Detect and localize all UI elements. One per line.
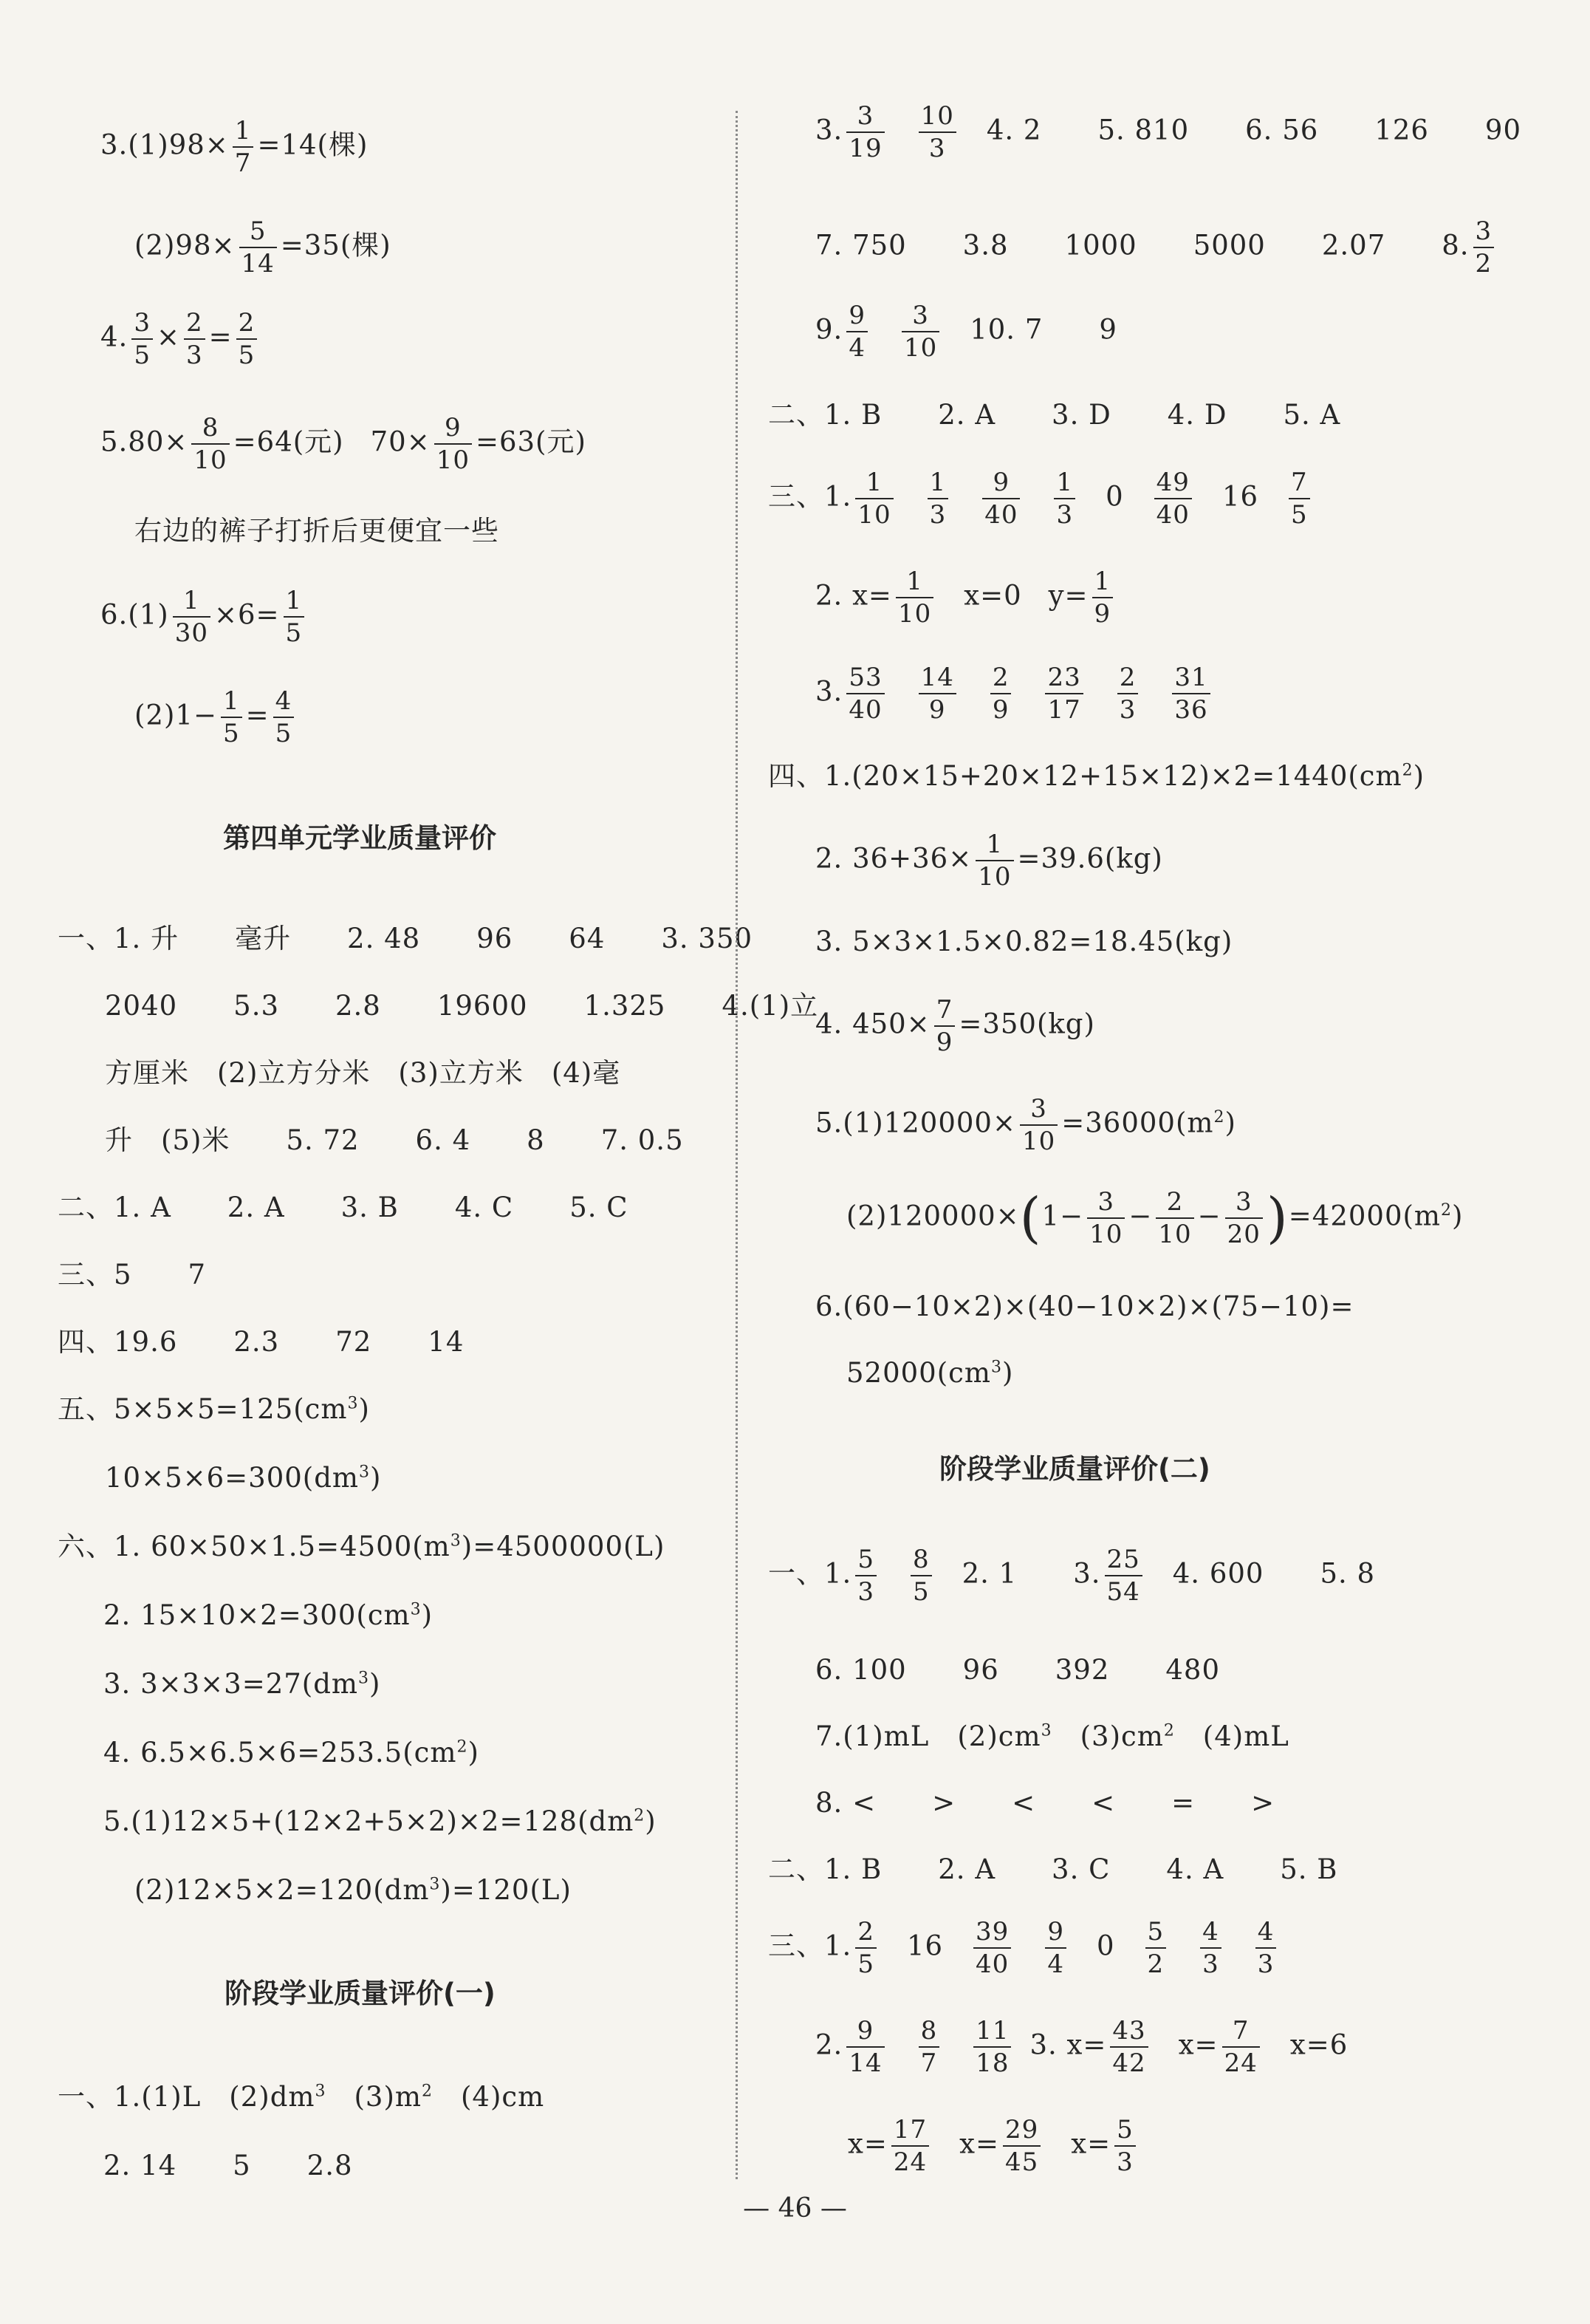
right-si-6: 6.(60−10×2)×(40−10×2)×(75−10)= [815, 1291, 1354, 1322]
fraction: $\frac{3}{5}$ [131, 310, 153, 368]
unit4-line: 升 (5)米 5. 72 6. 4 8 7. 0.5 [105, 1124, 684, 1156]
section-title-stage2: 阶段学业质量评价(二) [939, 1453, 1210, 1485]
right-choice-answers: 二、1. B 2. A 3. D 4. D 5. A [768, 399, 1341, 431]
unit4-line: 4. $6.5\times 6.5\times 6=253.5(cm^2)$ [103, 1737, 479, 1768]
right-stage2-san-2: 2. $\frac{9}{14}$ $\frac{8}{7}$ $\frac{11}{18}$ 3. x= $\frac{43}{42}$ x= $\frac{7}{24}$ x=6 [815, 2016, 1349, 2078]
text: (2)98× [134, 229, 236, 262]
right-stage2-choice: 二、1. B 2. A 3. C 4. A 5. B [768, 1853, 1338, 1885]
right-san-1: 三、1. $\frac{1}{10}$ $\frac{1}{3}$ $\frac{9}{40}$ $\frac{1}{3}$ 0 $\frac{49}{40}$ 16 $\frac{7}{5}$ [768, 470, 1314, 527]
right-san-3: 3. $\frac{53}{40}$ $\frac{14}{9}$ $\frac{2}{9}$ $\frac{23}{17}$ $\frac{2}{3}$ $\frac{31}{36}$ [815, 665, 1214, 722]
right-stage2-1: 一、1. $\frac{5}{3}$ $\frac{8}{5}$ 2. 1 3. $\frac{25}{54}$ 4. 600 5. 8 [768, 1545, 1376, 1607]
unit4-line: 四、19.6 2.3 72 14 [58, 1326, 465, 1358]
right-line-9: 9. $\frac{9}{4}$ $\frac{3}{10}$ 10. 7 9 [815, 301, 1117, 363]
text: 4. [100, 321, 128, 353]
fraction: $\frac{1}{5}$ [221, 688, 242, 746]
text: 70× [370, 426, 431, 458]
text: 5.80× [100, 426, 188, 458]
column-divider [736, 111, 738, 2179]
unit4-line: 3. $3\times 3\times 3=27(dm^3)$ [103, 1668, 381, 1700]
page-number: — 46 — [743, 2193, 847, 2224]
answer-3-2 [134, 216, 391, 278]
text: =64(元) [233, 426, 344, 458]
fraction: $\frac{5}{14}$ [239, 219, 277, 276]
right-stage2-8: 8. < > < < = > [815, 1787, 1275, 1819]
right-san-2: 2. x= $\frac{1}{10}$ x=0 y= $\frac{1}{9}$ [815, 569, 1117, 626]
answer-6-2 [134, 688, 298, 746]
right-stage2-san-1: 三、1. $\frac{2}{5}$ 16 $\frac{39}{40}$ $\frac{9}{4}$ 0 $\frac{5}{2}$ $\frac{4}{3}$ $\frac{4}{3}$ [768, 1919, 1280, 1977]
unit4-line: $(2)12\times 5\times 2=120(dm^3)=120(L)$ [134, 1874, 572, 1906]
fraction: $\frac{1}{5}$ [284, 588, 305, 646]
text: × [156, 321, 180, 353]
text: ×6= [213, 598, 280, 631]
text: 6.(1) [100, 598, 169, 631]
fraction: $\frac{8}{10}$ [191, 415, 229, 473]
stage1-line: 2. 14 5 2.8 [103, 2150, 353, 2181]
unit4-line: 2040 5.3 2.8 19600 1.325 4.(1)立 [105, 990, 819, 1022]
unit4-line: $10\times 5\times 6=300(dm^3)$ [105, 1462, 382, 1494]
right-si-5-2: (2)120000×(1− $\frac{3}{10}$ − $\frac{2}{10}$ − $\frac{3}{20}$ )$=42000(m^2)$ [846, 1186, 1464, 1250]
unit4-line: 六、1. $60\times 50\times 1.5=4500(m^3)=4500000(L)$ [58, 1531, 665, 1562]
unit4-line: 五、$5\times 5\times 5=125(cm^3)$ [58, 1393, 370, 1425]
right-si-5-1: 5.(1)120000× $\frac{3}{10}$ $=36000(m^2)$ [815, 1094, 1236, 1156]
unit4-line: 方厘米 (2)立方分米 (3)立方米 (4)毫 [105, 1057, 621, 1089]
text: = [208, 321, 233, 353]
text: 3.(1)98× [100, 129, 229, 161]
right-line-3: 3. $\frac{3}{19}$ $\frac{10}{3}$ 4. 2 5. 810 6. 56 126 90 [815, 101, 1521, 163]
right-stage2-san-3: x= $\frac{17}{24}$ x= $\frac{29}{45}$ x= $\frac{5}{3}$ [848, 2117, 1140, 2175]
text: (2)1− [134, 699, 217, 731]
right-si-3: 3. 5×3×1.5×0.82=18.45(kg) [815, 926, 1233, 957]
text: =14(棵) [257, 129, 369, 161]
fraction: $\frac{2}{3}$ [184, 310, 205, 368]
answer-5 [100, 415, 586, 473]
fraction: $\frac{2}{5}$ [236, 310, 258, 368]
unit4-line: $5.(1)12\times 5+(12\times 2+5\times 2)\times 2=128(dm^2)$ [103, 1805, 657, 1837]
fraction: $\frac{9}{10}$ [434, 415, 472, 473]
fraction: $\frac{1}{7}$ [233, 118, 254, 176]
right-si-6-result: $52000(cm^3)$ [846, 1357, 1014, 1389]
right-stage2-7: 7.(1)mL $(2)cm^3$ $(3)cm^2$ (4)mL [815, 1720, 1289, 1752]
right-si-1: 四、$1.(20\times 15+20\times 12+15\times 12)\times 2=1440(cm^2)$ [768, 760, 1425, 792]
right-si-2: 2. 36+36× $\frac{1}{10}$ =39.6(kg) [815, 830, 1163, 892]
text: = [245, 699, 270, 731]
stage1-line: 一、1.(1)L $(2)dm^3$ $(3)m^2$ (4)cm [58, 2081, 545, 2113]
right-si-4: 4. 450× $\frac{7}{9}$ =350(kg) [815, 995, 1095, 1057]
right-stage2-6: 6. 100 96 392 480 [815, 1654, 1221, 1686]
unit4-line: 一、1. 升 毫升 2. 48 96 64 3. 350 [58, 923, 753, 954]
text: =63(元) [475, 426, 586, 458]
section-title-stage1: 阶段学业质量评价(一) [225, 1978, 496, 2009]
unit4-line: 2. $15\times 10\times 2=300(cm^3)$ [103, 1599, 434, 1631]
unit4-line: 二、1. A 2. A 3. B 4. C 5. C [58, 1192, 628, 1223]
answer-3-1 [100, 118, 368, 176]
section-title-unit4: 第四单元学业质量评价 [223, 822, 496, 854]
answer-5-note: 右边的裤子打折后更便宜一些 [134, 515, 499, 547]
unit4-line: 三、5 7 [58, 1259, 207, 1291]
fraction: $\frac{4}{5}$ [273, 688, 295, 746]
right-line-7: 7. 750 3.8 1000 5000 2.07 8. $\frac{3}{2}$ [815, 219, 1498, 276]
answer-4 [100, 310, 261, 368]
answer-6-1 [100, 588, 308, 646]
text: =35(棵) [280, 229, 391, 262]
fraction: $\frac{1}{30}$ [173, 588, 210, 646]
